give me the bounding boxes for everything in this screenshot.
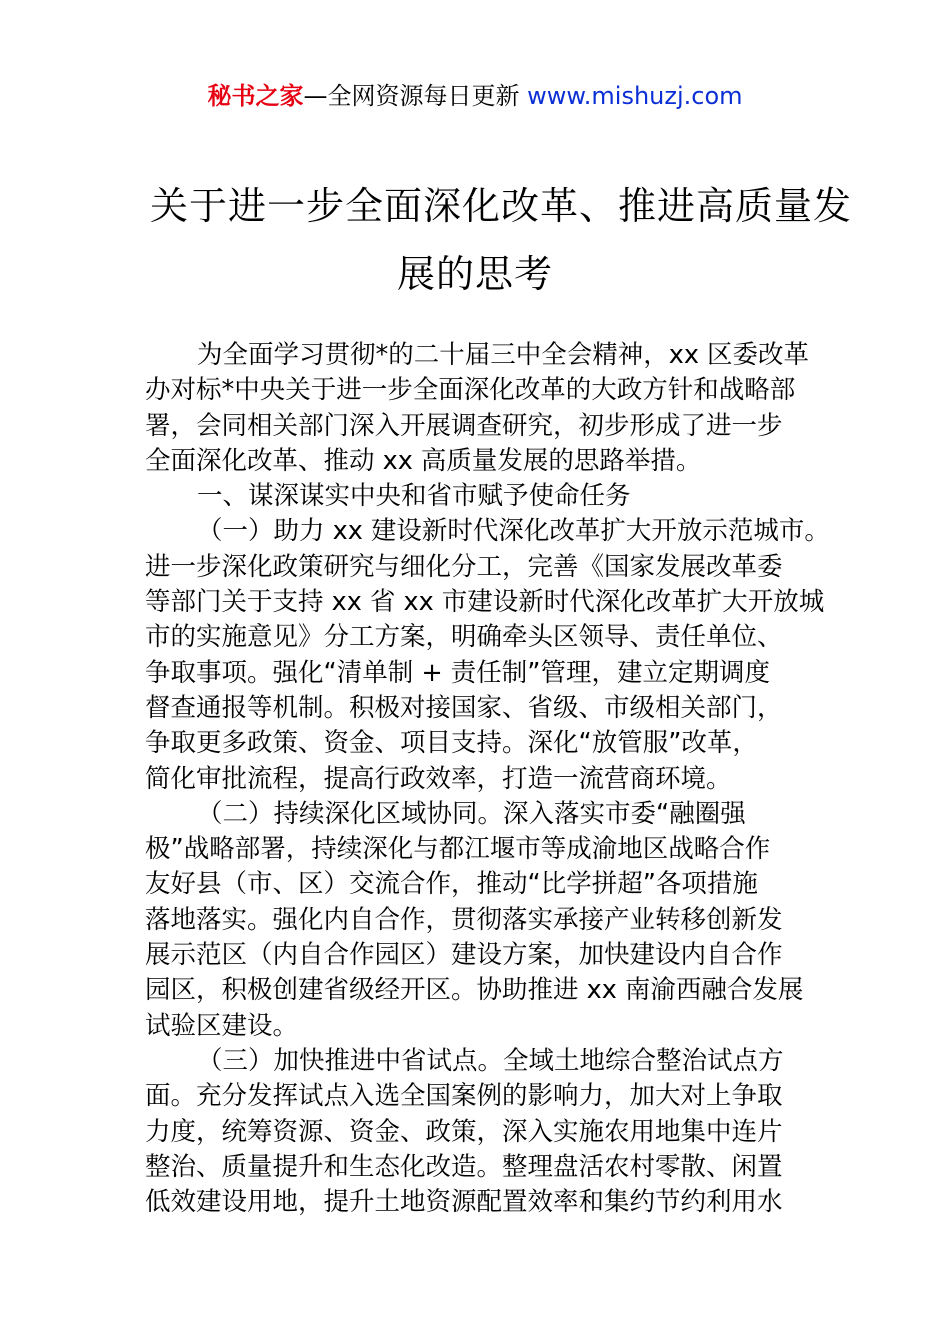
paragraph-line: 落地落实。强化内自合作，贯彻落实承接产业转移创新发 — [145, 904, 783, 935]
paragraph-line: 市的实施意见》分工方案，明确牵头区领导、责任单位、 — [145, 622, 783, 653]
document-title — [150, 172, 853, 308]
paragraph-line: 整治、质量提升和生态化改造。整理盘活农村零散、闲置 — [145, 1151, 783, 1182]
paragraph-line: 低效建设用地，提升土地资源配置效率和集约节约利用水 — [145, 1187, 783, 1218]
paragraph-line: 等部门关于支持 xx 省 xx 市建设新时代深化改革扩大开放城 — [145, 587, 825, 618]
paragraph-line: 友好县（市、区）交流合作，推动“比学拼超”各项措施 — [145, 869, 758, 900]
paragraph-line: 简化审批流程，提高行政效率，打造一流营商环境。 — [145, 763, 732, 794]
section-heading: 一、谋深谋实中央和省市赋予使命任务 — [197, 481, 631, 512]
document-body — [145, 338, 830, 1220]
title-line: 关于进一步全面深化改革、推进高质量发 — [150, 184, 853, 228]
paragraph-line: 园区，积极创建省级经开区。协助推进 xx 南渝西融合发展 — [145, 975, 804, 1006]
paragraph-line: 极”战略部署，持续深化与都江堰市等成渝地区战略合作 — [145, 834, 771, 865]
paragraph-line: 全面深化改革、推动 xx 高质量发展的思路举措。 — [145, 445, 702, 476]
paragraph-line: 进一步深化政策研究与细化分工，完善《国家发展改革委 — [145, 551, 783, 582]
site-brand: 秘书之家 — [207, 82, 304, 110]
paragraph-line: 督查通报等机制。积极对接国家、省级、市级相关部门， — [145, 692, 783, 723]
paragraph-line: 展示范区（内自合作园区）建设方案，加快建设内自合作 — [145, 940, 783, 971]
paragraph-line: 办对标*中央关于进一步全面深化改革的大政方针和战略部 — [145, 375, 796, 406]
title-line: 展的思考 — [396, 252, 553, 296]
paragraph-line: （三）加快推进中省试点。全域土地综合整治试点方 — [197, 1045, 784, 1076]
paragraph-line: 署，会同相关部门深入开展调查研究，初步形成了进一步 — [145, 410, 783, 441]
paragraph-line: 为全面学习贯彻*的二十届三中全会精神，xx 区委改革 — [197, 340, 810, 370]
paragraph-line: 争取事项。强化“清单制 + 责任制”管理，建立定期调度 — [145, 657, 771, 688]
site-url-link[interactable]: www.mishuzj.com — [527, 82, 743, 110]
paragraph-line: （一）助力 xx 建设新时代深化改革扩大开放示范城市。 — [197, 516, 830, 547]
paragraph-line: 力度，统筹资源、资金、政策，深入实施农用地集中连片 — [145, 1116, 783, 1147]
paragraph-line: 争取更多政策、资金、项目支持。深化“放管服”改革， — [145, 728, 758, 759]
site-header — [0, 80, 950, 112]
site-tagline: —全网资源每日更新 — [303, 82, 528, 110]
paragraph-line: 面。充分发挥试点入选全国案例的影响力，加大对上争取 — [145, 1081, 783, 1112]
paragraph-line: 试验区建设。 — [145, 1010, 299, 1041]
paragraph-line: （二）持续深化区域协同。深入落实市委“融圈强 — [197, 798, 746, 829]
